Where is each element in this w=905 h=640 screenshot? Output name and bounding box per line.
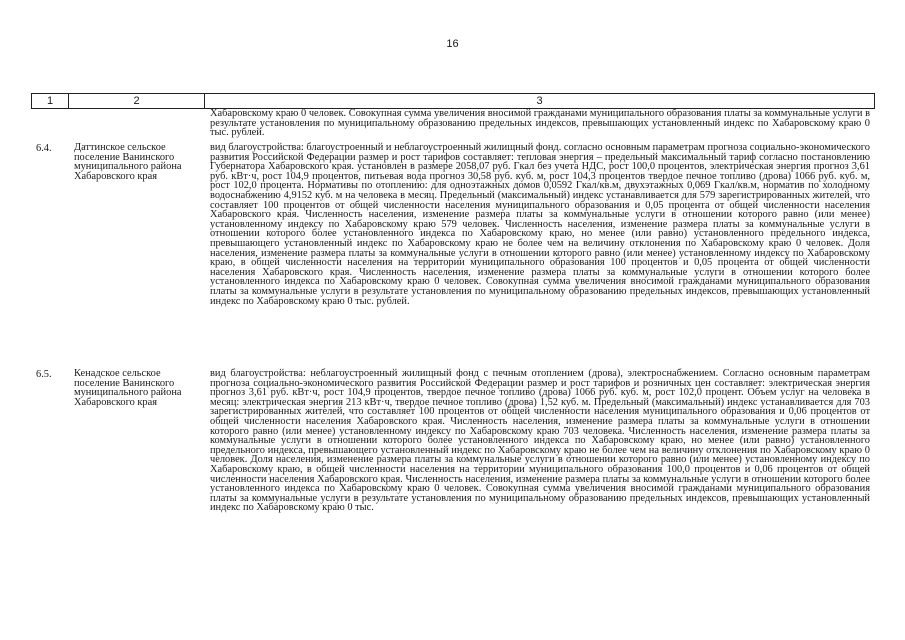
row-text-6-5: вид благоустройства: неблагоустроенный жилищный фонд с печным отоплением (дрова), электроснабжением. Согласно основным параметрам прогноза социально-экономического развития Российской Федерации размер и рост тарифов и розничных цен составляет: электрическая энергия прогноз 3,61 руб. кВт·ч, рост 104,9 процентов, твердое печное топливо (дрова) 1066 руб. куб. м, рост 102,0 процент. Объем услуг на человека в месяц: электрическая энергия 213 кВт·ч, твердое печное топливо (дрова) 1,52 куб. м. Предельный (максимальный) индекс устанавливается для 703 зарегистрированных жителей, что составляет 100 процентов от общей численности населения муниципального образования и 0,06 процентов от общей численности населения Хабаровского края. Численность населения, изменение размера платы за коммунальные услуги в отношении которого равно (или менее) установленному индексу по Хабаровскому краю 703 человека. Численность населения, изменение размера платы за коммунальные услуги в отношении которого более установленного индекса по Хабаровскому краю, но менее (или равно) установленного предельного индекса, превышающего установленный индекс по Хабаровскому краю не более чем на величину отклонения по Хабаровскому краю 0 человек. Доля населения, изменение размера платы за коммунальные услуги в отношении которого равно (или менее) установленному индексу по Хабаровскому краю, в общей численности населения на территории муниципального образования 100,0 процентов и 0,06 процентов от общей численности населения Хабаровского края. Численность населения, изменение размера платы за коммунальные услуги в отношении которого более установленного индекса по Хабаровскому краю 0 человек. Совокупная сумма увеличения вносимой гражданами муниципального образования платы за коммунальные услуги в результате установления по муниципальному образованию предельных индексов, превышающих установленный индекс по Хабаровскому краю 0 тыс.: [210, 368, 870, 514]
row-text-6-4: вид благоустройства: благоустроенный и неблагоустроенный жилищный фонд. согласно основным параметрам прогноза социально-экономического развития Российской Федерации размер и рост тарифов составляет: тепловая энергия – предельный максимальный тариф согласно постановлению Губернатора Хабаровского края. установлен в размере 2058,07 руб. Гкал без учета НДС, рост 100,0 процентов, электрическая энергия прогноз 3,61 руб. кВт·ч, рост 104,9 процентов, питьевая вода прогноз 30,58 руб. куб. м, рост 104,3 процентов твердое печное топливо (дрова) 1066 руб. куб. м, рост 102,0 процента. Нормативы по отоплению: для одноэтажных домов 0,0592 Гкал/кв.м, двухэтажных 0,069 Гкал/кв.м, норматив по холодному водоснабжению 4,9152 куб. м на человека в месяц. Предельный (максимальный) индекс устанавливается для 579 зарегистрированных жителей, что составляет 100 процентов от общей численности населения муниципального образования и 0,05 процента от общей численности населения Хабаровского края. Численность населения, изменение размера платы за коммунальные услуги в отношении которого равно (или менее) установленному индексу по Хабаровскому краю 579 человек. Численность населения, изменение размера платы за коммунальные услуги в отношении которого более установленного индекса по Хабаровскому краю, но менее (или равно) установленного предельного индекса, превышающего установленный индекс по Хабаровскому краю не более чем на величину отклонения по Хабаровскому краю 0 человек. Доля населения, изменение размера платы за коммунальные услуги в отношении которого равно (или менее) установленному индексу по Хабаровскому краю, в общей численности населения на территории муниципального образования 100 процентов и 0,05 процента от общей численности населения Хабаровского края. Численность населения, изменение размера платы за коммунальные услуги в отношении которого более установленного индекса по Хабаровскому краю 0 человек. Совокупная сумма увеличения вносимой гражданами муниципального образования платы за коммунальные услуги в результате установления по муниципальному образованию предельных индексов, превышающих установленный индекс по Хабаровскому краю 0 тыс. рублей.: [210, 142, 870, 307]
continued-text: Хабаровскому краю 0 человек. Совокупная сумма увеличения вносимой гражданами муниципального образования платы за коммунальные услуги в результате установления по муниципальному образованию предельных индексов, превышающих установленный индекс по Хабаровскому краю 0 тыс. рублей.: [210, 108, 870, 139]
page-number: 16: [446, 38, 459, 50]
column-header-2: 2: [69, 94, 205, 109]
column-header-1: 1: [32, 94, 69, 109]
column-header-table: [31, 93, 875, 109]
row-number-6-4: 6.4.: [36, 143, 52, 154]
row-number-6-5: 6.5.: [36, 369, 52, 380]
column-header-3: 3: [205, 94, 875, 109]
settlement-name-6-5: Кенадское сельское поселение Ванинского муниципального района Хабаровского края: [74, 368, 182, 408]
settlement-name-6-4: Даттинское сельское поселение Ванинского муниципального района Хабаровского края: [74, 142, 182, 182]
